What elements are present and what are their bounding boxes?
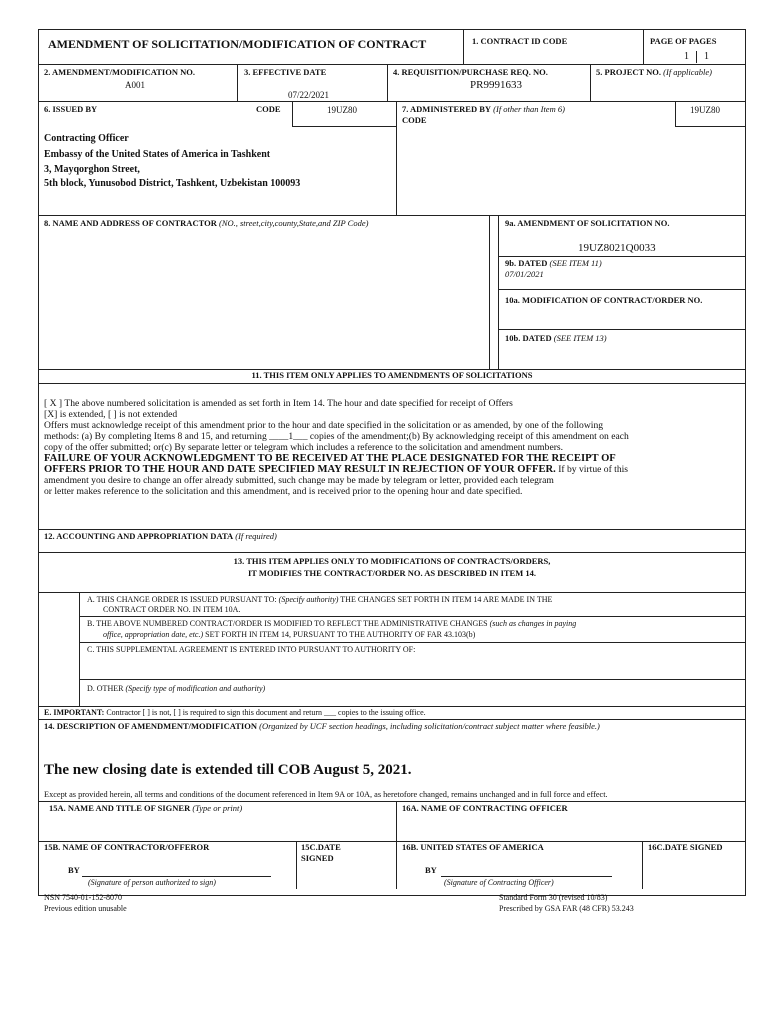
item13-line-2: IT MODIFIES THE CONTRACT/ORDER NO. AS DESCRIBED IN ITEM 14. <box>247 568 537 578</box>
item11-tail-1: amendment you desire to change an offer already submitted, such change may be made by telegram or letter, provided each telegram <box>44 475 554 486</box>
item16c-label: 16C.DATE SIGNED <box>648 842 723 852</box>
item13-a-tail: THE CHANGES SET FORTH IN ITEM 14 ARE MADE IN THE <box>338 595 553 604</box>
item9b-note: (SEE ITEM 11) <box>549 258 602 268</box>
nsn-number: NSN 7540-01-152-8070 <box>44 893 122 902</box>
issuer-line-3: 3, Mayqorghon Street, <box>44 164 140 175</box>
item7-code-label: CODE <box>402 115 427 125</box>
issuer-line-4: 5th block, Yunusobod District, Tashkent, Uzbekistan 100093 <box>44 178 301 189</box>
item2-label: 2. AMENDMENT/MODIFICATION NO. <box>44 67 195 77</box>
item16a-label: 16A. NAME OF CONTRACTING OFFICER <box>402 803 568 813</box>
item7-code: 19UZ80 <box>690 105 720 115</box>
item13-d <box>87 684 265 693</box>
item7-note: (If other than Item 6) <box>493 104 565 114</box>
item14-text: 14. DESCRIPTION OF AMENDMENT/MODIFICATION <box>44 721 257 731</box>
item15b-signature-line <box>82 876 271 877</box>
issuer-line-2: Embassy of the United States of America in Tashkent <box>44 149 271 160</box>
item11-failure-2 <box>44 464 744 475</box>
item12-note: (If required) <box>235 531 277 541</box>
item13-b-note: (such as changes in paying <box>487 619 577 628</box>
item14-note: (Organized by UCF section headings, including solicitation/contract subject matter where feasible.) <box>259 721 600 731</box>
item13-b-note-2: office, appropriation date, etc.) <box>103 630 204 639</box>
item10a-label: 10a. MODIFICATION OF CONTRACT/ORDER NO. <box>505 295 703 305</box>
item7-text: 7. ADMINISTERED BY <box>402 104 492 114</box>
item15b-signature-caption: (Signature of person authorized to sign) <box>88 878 216 887</box>
item11-title: 11. THIS ITEM ONLY APPLIES TO AMENDMENTS OF SOLICITATIONS <box>251 370 533 380</box>
item15b-by-label: BY <box>68 865 80 875</box>
item14-label <box>44 722 600 732</box>
item16b-by-label: BY <box>425 865 437 875</box>
item11-failure-2-bold: OFFERS PRIOR TO THE HOUR AND DATE SPECIFIED MAY RESULT IN REJECTION OF YOUR OFFER. <box>44 464 556 475</box>
item14-headline: The new closing date is extended till COB August 5, 2021. <box>44 762 412 778</box>
item15a-text: 15A. NAME AND TITLE OF SIGNER <box>49 803 191 813</box>
item11-tail-2: or letter makes reference to the solicitation and this amendment, and is received prior to the opening hour and date specified. <box>44 486 523 497</box>
item12-text: 12. ACCOUNTING AND APPROPRIATION DATA <box>44 531 234 541</box>
item3-label: 3. EFFECTIVE DATE <box>244 67 327 77</box>
item15a-label <box>49 804 242 814</box>
item7-label <box>402 105 565 115</box>
item15c-line-2: SIGNED <box>301 853 334 863</box>
page-of-pages-label: PAGE OF PAGES <box>650 36 717 46</box>
item11-line-5: copy of the offer submitted; or(c) By separate letter or telegram which includes a reference to the solicitation and amendment numbers. <box>44 442 564 453</box>
item9b-label <box>505 259 602 269</box>
item9a-label: 9a. AMENDMENT OF SOLICITATION NO. <box>505 218 670 228</box>
item16b-label: 16B. UNITED STATES OF AMERICA <box>402 842 544 852</box>
page-number: 1 <box>684 51 689 62</box>
item2-value: A001 <box>125 80 145 90</box>
item10b-label <box>505 334 607 344</box>
item12-label <box>44 532 277 542</box>
item13-c: C. THIS SUPPLEMENTAL AGREEMENT IS ENTERED INTO PURSUANT TO AUTHORITY OF: <box>87 645 416 654</box>
item9b-text: 9b. DATED <box>505 258 548 268</box>
item13-b-tail: SET FORTH IN ITEM 14, PURSUANT TO THE AUTHORITY OF FAR 43.103(b) <box>203 630 476 639</box>
item13-a-text: A. THIS CHANGE ORDER IS ISSUED PURSUANT TO: <box>87 595 277 604</box>
item8-text: 8. NAME AND ADDRESS OF CONTRACTOR <box>44 218 217 228</box>
item14-footer: Except as provided herein, all terms and conditions of the document referenced in Item 9A or 10A, as heretofore changed, remains unchanged and in full force and effect. <box>44 790 608 799</box>
standard-form-label: Standard Form 30 (revised 10/83) <box>499 893 608 902</box>
form-title: AMENDMENT OF SOLICITATION/MODIFICATION OF CONTRACT <box>48 37 427 51</box>
item5-note: (If applicable) <box>663 67 713 77</box>
item11-line-2: [X] is extended, [ ] is not extended <box>44 409 178 420</box>
item13-b-text: B. THE ABOVE NUMBERED CONTRACT/ORDER IS MODIFIED TO REFLECT THE ADMINISTRATIVE CHANGES <box>87 619 488 628</box>
item11-line-1: [ X ] The above numbered solicitation is amended as set forth in Item 14. The hour and date specified for receipt of Offers <box>44 398 513 409</box>
item13-d-note: (Specify type of modification and authority) <box>125 684 266 693</box>
item16b-signature-caption: (Signature of Contracting Officer) <box>444 878 554 887</box>
item11-line-3: Offers must acknowledge receipt of this amendment prior to the hour and date specified in the solicitation or as amended, by one of the following <box>44 420 604 431</box>
item10b-note: (SEE ITEM 13) <box>553 333 607 343</box>
item9b-value: 07/01/2021 <box>505 269 544 279</box>
item8-note: (NO., street,city,county,State,and ZIP Code) <box>218 218 369 228</box>
item15a-note: (Type or print) <box>192 803 243 813</box>
item4-value: PR9991633 <box>470 79 522 91</box>
item13-b-line-2 <box>103 630 475 639</box>
page-count: 1 <box>704 51 709 62</box>
previous-edition-note: Previous edition unusable <box>44 904 127 913</box>
item8-label <box>44 219 368 229</box>
item11-body <box>44 398 744 497</box>
item13-a-line-2: CONTRACT ORDER NO. IN ITEM 10A. <box>103 605 241 614</box>
item15c-line-1: 15C.DATE <box>301 842 341 852</box>
item9-column <box>498 215 746 369</box>
item6-code: 19UZ80 <box>327 105 357 115</box>
item11-failure-1: FAILURE OF YOUR ACKNOWLEDGMENT TO BE RECEIVED AT THE PLACE DESIGNATED FOR THE RECEIPT OF <box>44 453 616 464</box>
item4-label: 4. REQUISITION/PURCHASE REQ. NO. <box>393 67 548 77</box>
item13-line-1: 13. THIS ITEM APPLIES ONLY TO MODIFICATIONS OF CONTRACTS/ORDERS, <box>233 556 551 566</box>
item5-text: 5. PROJECT NO. <box>596 67 662 77</box>
item16b-signature-line <box>441 876 612 877</box>
item-e-text: Contractor [ ] is not, [ ] is required to sign this document and return ___ copies to the issuing office. <box>104 708 426 717</box>
contract-id-label: 1. CONTRACT ID CODE <box>472 36 568 46</box>
item11-failure-2-tail: If by virtue of this <box>555 464 629 475</box>
issuer-line-1: Contracting Officer <box>44 133 129 144</box>
item-e-label: E. IMPORTANT: <box>44 708 105 717</box>
item6-label: 6. ISSUED BY <box>44 104 98 114</box>
item13-b-line-1 <box>87 619 576 628</box>
item9a-value: 19UZ8021Q0033 <box>578 242 656 254</box>
item13-a-line-1 <box>87 595 552 604</box>
item15b-label: 15B. NAME OF CONTRACTOR/OFFEROR <box>44 842 210 852</box>
item5-label <box>596 68 712 78</box>
prescribed-by-label: Prescribed by GSA FAR (48 CFR) 53.243 <box>499 904 634 913</box>
item13-d-text: D. OTHER <box>87 684 124 693</box>
item11-line-4: methods: (a) By completing Items 8 and 15, and returning ____1___ copies of the amendment;(b) By acknowledging receipt of this amendment on each <box>44 431 629 442</box>
item13-a-note: (Specify authority) <box>278 595 339 604</box>
item3-value: 07/22/2021 <box>288 90 330 100</box>
item-e <box>44 708 426 717</box>
item6-code-label: CODE <box>256 104 281 114</box>
item10b-text: 10b. DATED <box>505 333 552 343</box>
